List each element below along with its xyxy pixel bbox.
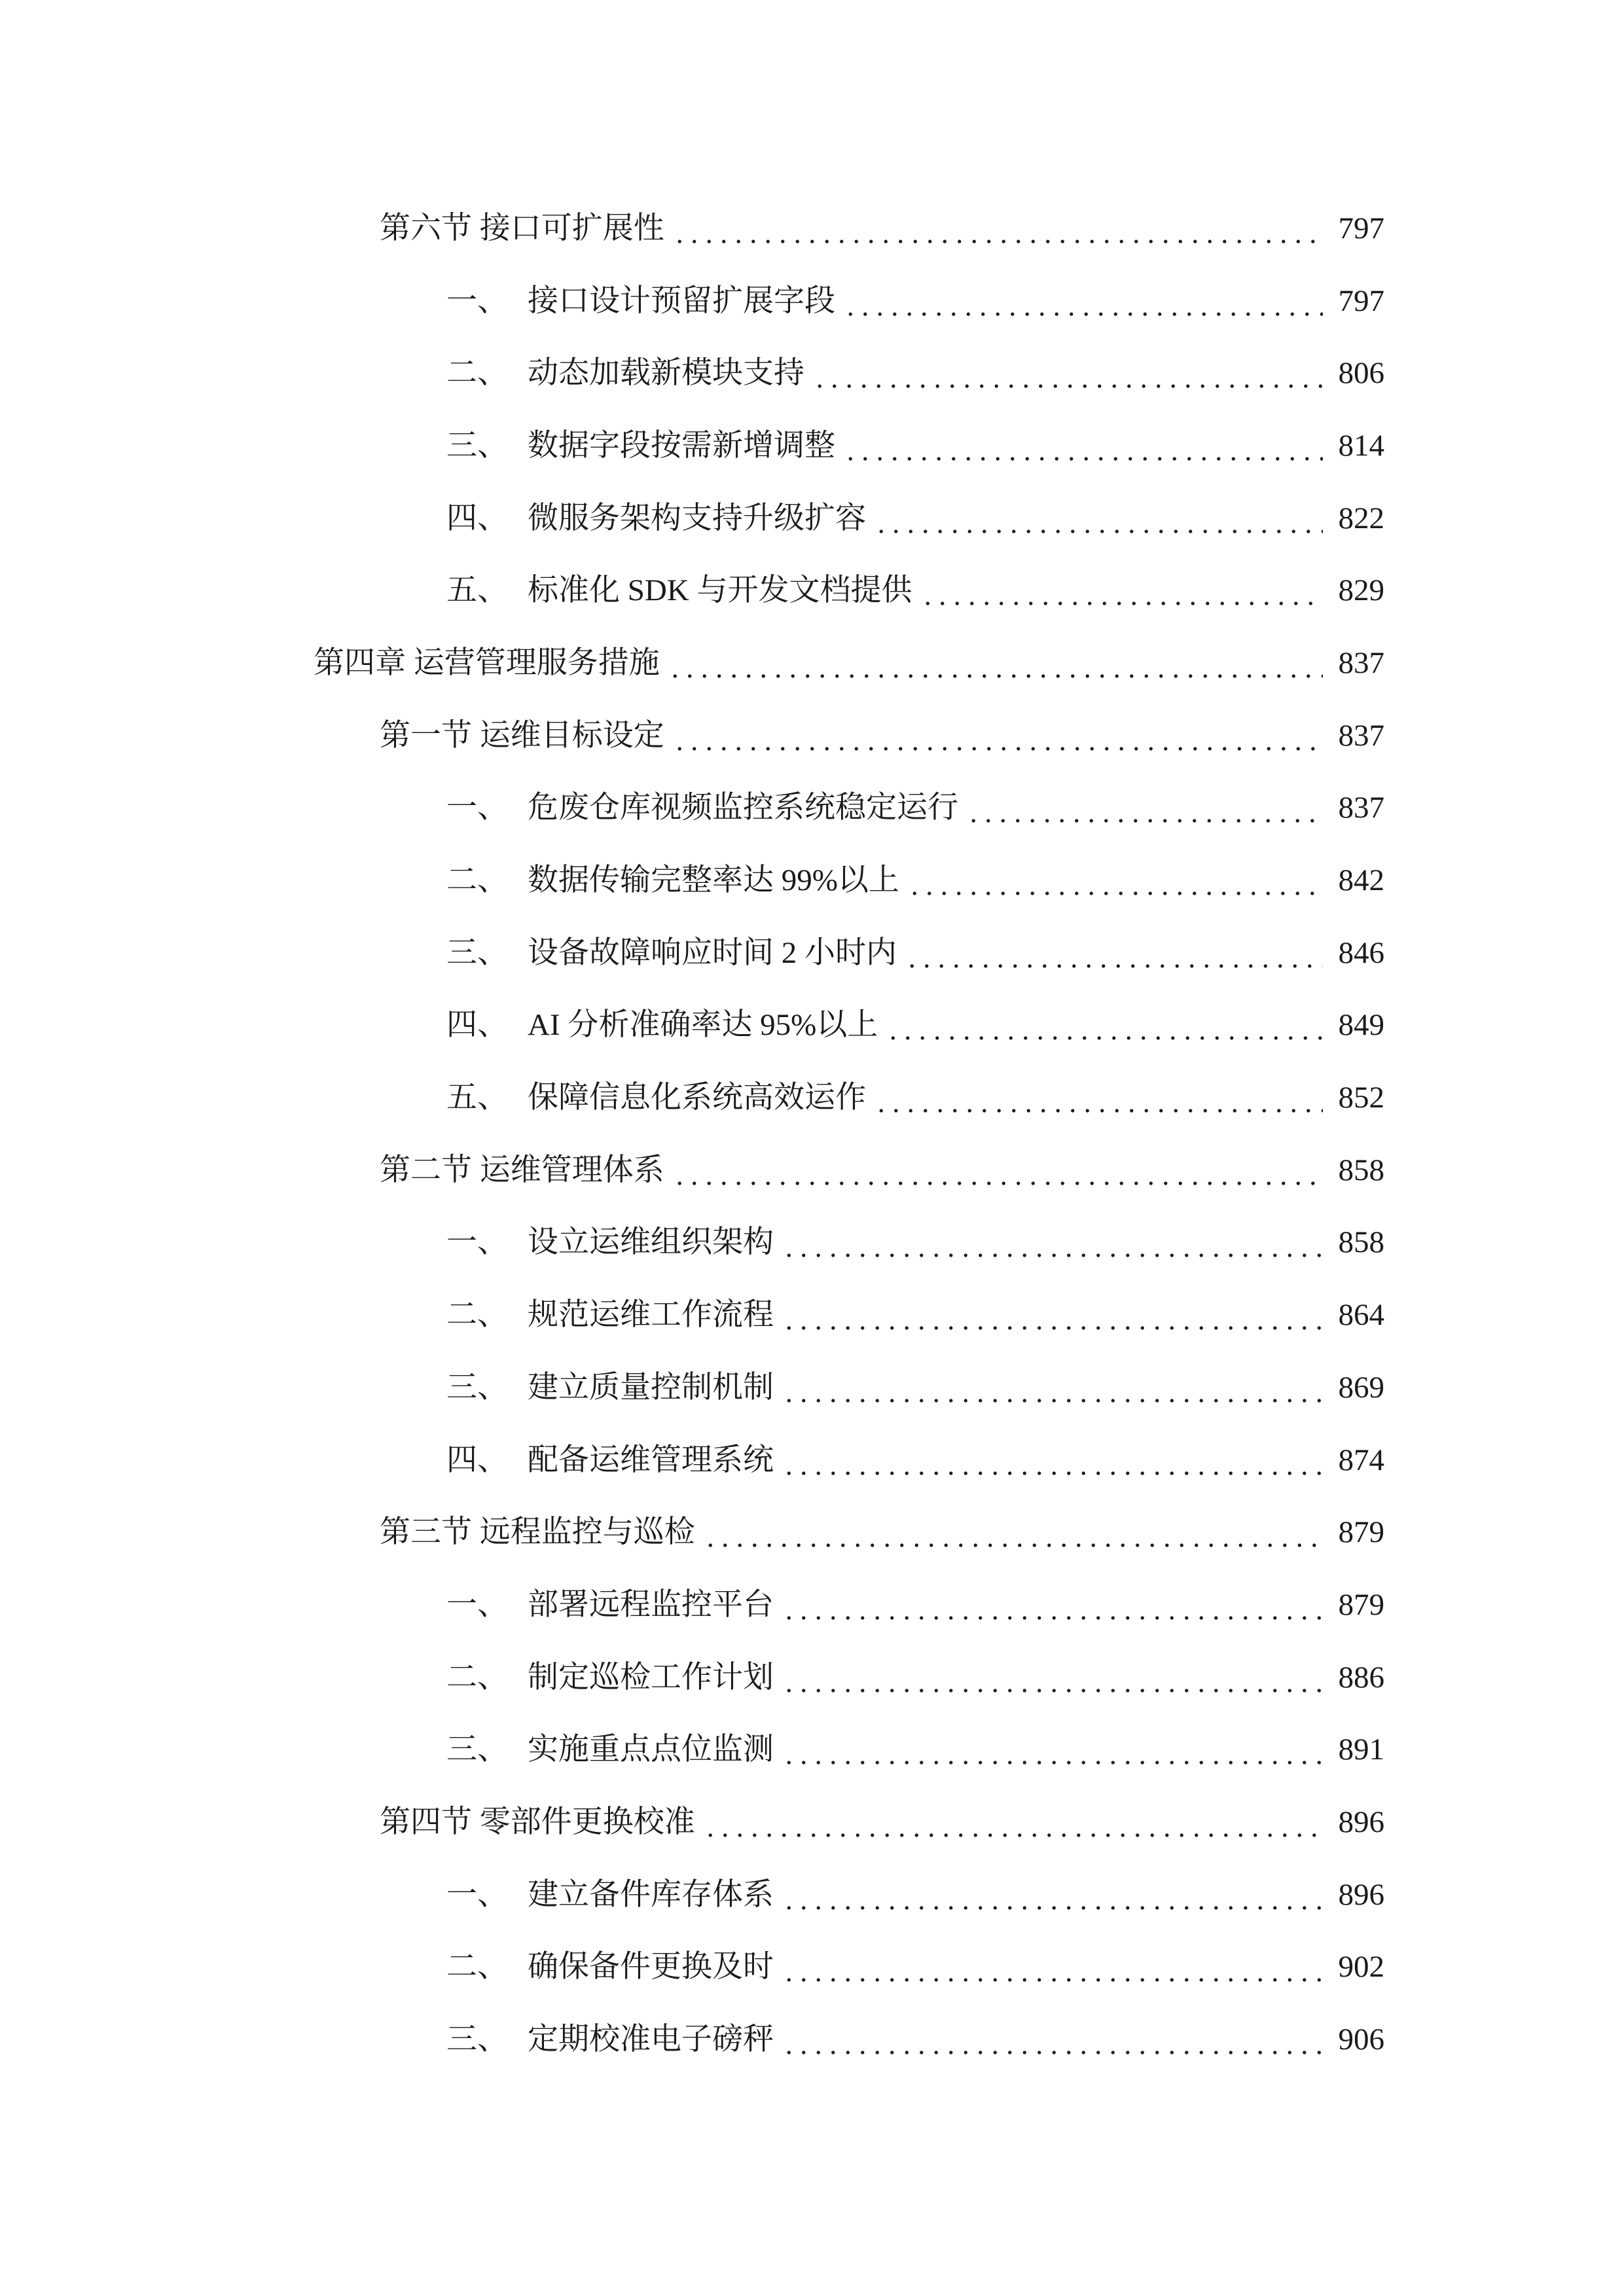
item-title: 配备运维管理系统: [528, 1443, 774, 1477]
dot-leader: [874, 1083, 1323, 1113]
dot-leader: [782, 2024, 1323, 2055]
page-number: 891: [1338, 1732, 1384, 1767]
item-number: 五、: [446, 573, 508, 608]
dot-leader: [672, 213, 1323, 244]
page-number: 846: [1338, 935, 1384, 970]
dot-leader: [782, 1445, 1323, 1476]
dot-leader: [703, 1807, 1323, 1838]
toc-section-row: [0, 1134, 1624, 1207]
item-title: 设备故障响应时间 2 小时内: [528, 935, 897, 970]
dot-leader: [812, 358, 1323, 389]
item-title: 确保备件更换及时: [528, 1950, 774, 1984]
dot-leader: [905, 938, 1323, 969]
dot-leader: [782, 1662, 1323, 1693]
item-number: 二、: [446, 1298, 508, 1333]
item-title: 建立备件库存体系: [528, 1877, 774, 1912]
page-number: 797: [1338, 283, 1384, 318]
item-number: 三、: [446, 1732, 508, 1767]
table-of-contents: [0, 192, 1624, 2076]
item-number: 一、: [446, 1587, 508, 1622]
item-number: 二、: [446, 863, 508, 898]
page-number: 864: [1338, 1298, 1384, 1333]
dot-leader: [672, 1155, 1323, 1186]
item-title: 接口设计预留扩展字段: [528, 283, 835, 318]
dot-leader: [668, 648, 1323, 679]
page-number: 886: [1338, 1660, 1384, 1695]
page-number: 822: [1338, 501, 1384, 535]
section-title: 第三节 远程监控与巡检: [380, 1515, 695, 1550]
item-title: 动态加载新模块支持: [528, 356, 804, 391]
item-title: 部署远程监控平台: [528, 1587, 774, 1622]
toc-section-row: [0, 1496, 1624, 1569]
dot-leader: [966, 793, 1323, 823]
item-title: 规范运维工作流程: [528, 1298, 774, 1333]
item-title: AI 分析准确率达 95%以上: [528, 1008, 878, 1043]
toc-item-row: [0, 1207, 1624, 1280]
toc-item-row: [0, 1641, 1624, 1714]
item-title: 标准化 SDK 与开发文档提供: [528, 573, 912, 608]
item-title: 设立运维组织架构: [528, 1225, 774, 1260]
item-number: 三、: [446, 935, 508, 970]
dot-leader: [782, 1372, 1323, 1403]
item-title: 数据传输完整率达 99%以上: [528, 863, 899, 898]
toc-section-row: [0, 1786, 1624, 1859]
toc-item-row: [0, 1352, 1624, 1424]
toc-chapter-row: [0, 627, 1624, 700]
page-number: 837: [1338, 718, 1384, 753]
dot-leader: [782, 1227, 1323, 1258]
page-number: 837: [1338, 791, 1384, 825]
page-number: 858: [1338, 1153, 1384, 1187]
toc-item-row: [0, 1569, 1624, 1641]
page-number: 879: [1338, 1515, 1384, 1550]
dot-leader: [843, 286, 1323, 317]
page-number: 806: [1338, 356, 1384, 391]
toc-item-row: [0, 990, 1624, 1062]
item-number: 四、: [446, 501, 508, 535]
toc-section-row: [0, 700, 1624, 772]
dot-leader: [907, 865, 1323, 896]
page-number: 837: [1338, 645, 1384, 680]
section-title: 第一节 运维目标设定: [380, 718, 664, 753]
dot-leader: [920, 575, 1323, 606]
item-number: 一、: [446, 1877, 508, 1912]
section-title: 第四节 零部件更换校准: [380, 1804, 695, 1839]
item-title: 制定巡检工作计划: [528, 1660, 774, 1695]
toc-item-row: [0, 844, 1624, 917]
page-number: 874: [1338, 1443, 1384, 1477]
item-number: 一、: [446, 791, 508, 825]
toc-item-row: [0, 1424, 1624, 1497]
page-number: 842: [1338, 863, 1384, 898]
page-number: 896: [1338, 1877, 1384, 1912]
item-title: 危废仓库视频监控系统稳定运行: [528, 791, 958, 825]
item-title: 实施重点点位监测: [528, 1732, 774, 1767]
dot-leader: [782, 1952, 1323, 1982]
toc-item-row: [0, 554, 1624, 627]
dot-leader: [782, 1590, 1323, 1621]
page-number: 829: [1338, 573, 1384, 608]
page-number: 858: [1338, 1225, 1384, 1260]
chapter-title: 第四章 运营管理服务措施: [314, 645, 660, 680]
page-number: 814: [1338, 428, 1384, 463]
item-title: 数据字段按需新增调整: [528, 428, 835, 463]
item-number: 四、: [446, 1008, 508, 1043]
item-number: 三、: [446, 1370, 508, 1405]
item-number: 一、: [446, 283, 508, 318]
item-title: 定期校准电子磅秤: [528, 2022, 774, 2057]
item-number: 二、: [446, 1660, 508, 1695]
page-number: 902: [1338, 1950, 1384, 1984]
toc-item-row: [0, 482, 1624, 555]
dot-leader: [782, 1300, 1323, 1331]
toc-item-row: [0, 337, 1624, 410]
item-title: 建立质量控制机制: [528, 1370, 774, 1405]
item-title: 微服务架构支持升级扩容: [528, 501, 866, 535]
dot-leader: [703, 1517, 1323, 1548]
toc-item-row: [0, 1931, 1624, 2004]
toc-item-row: [0, 2003, 1624, 2076]
page-number: 797: [1338, 211, 1384, 245]
dot-leader: [782, 1880, 1323, 1910]
dot-leader: [886, 1010, 1323, 1041]
section-title: 第六节 接口可扩展性: [380, 211, 664, 245]
page-number: 879: [1338, 1587, 1384, 1622]
section-title: 第二节 运维管理体系: [380, 1153, 664, 1187]
item-number: 二、: [446, 356, 508, 391]
toc-item-row: [0, 1713, 1624, 1786]
toc-item-row: [0, 1859, 1624, 1931]
page-number: 869: [1338, 1370, 1384, 1405]
toc-section-row: [0, 192, 1624, 265]
toc-item-row: [0, 410, 1624, 482]
item-number: 四、: [446, 1443, 508, 1477]
toc-item-row: [0, 265, 1624, 338]
item-title: 保障信息化系统高效运作: [528, 1081, 866, 1115]
dot-leader: [672, 721, 1323, 751]
dot-leader: [782, 1734, 1323, 1765]
item-number: 三、: [446, 428, 508, 463]
item-number: 五、: [446, 1081, 508, 1115]
item-number: 一、: [446, 1225, 508, 1260]
item-number: 三、: [446, 2022, 508, 2057]
page-number: 896: [1338, 1804, 1384, 1839]
toc-item-row: [0, 772, 1624, 845]
page-number: 849: [1338, 1008, 1384, 1043]
toc-item-row: [0, 917, 1624, 990]
toc-item-row: [0, 1062, 1624, 1134]
page-number: 852: [1338, 1081, 1384, 1115]
page-number: 906: [1338, 2022, 1384, 2057]
dot-leader: [843, 431, 1323, 461]
dot-leader: [874, 503, 1323, 534]
item-number: 二、: [446, 1950, 508, 1984]
toc-item-row: [0, 1279, 1624, 1352]
